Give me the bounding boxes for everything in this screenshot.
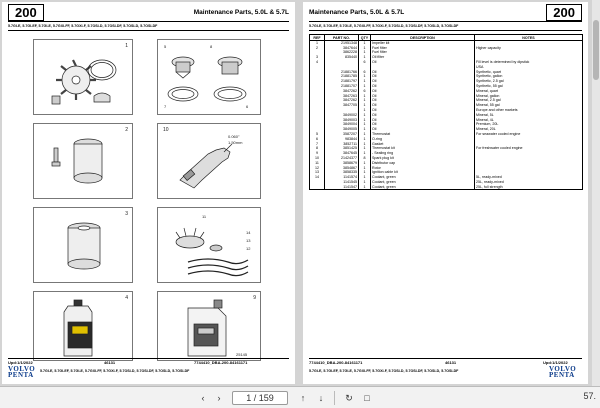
col-description: DESCRIPTION xyxy=(371,35,475,41)
cell-part-no: 835440 xyxy=(325,55,359,60)
cell-ref: 11 xyxy=(310,161,325,166)
cell-qty: 1 xyxy=(359,151,371,156)
impeller-drawing xyxy=(34,40,134,116)
cell-notes: Synthetic, quart xyxy=(475,70,583,75)
cell-notes: Mineral, gallon xyxy=(475,94,583,99)
cell-description: Oil xyxy=(371,103,475,108)
cell-notes: Mineral, quart xyxy=(475,89,583,94)
cell-part-no: 3852711 xyxy=(325,142,359,147)
cell-part-no: 3847644 xyxy=(325,46,359,51)
cell-part-no: 3849002 xyxy=(325,113,359,118)
callout-8: 8 xyxy=(210,44,213,49)
cell-description: Gasket xyxy=(371,142,475,147)
figure-number: 10 xyxy=(163,127,169,133)
cell-description: Spark plug kit xyxy=(371,156,475,161)
cell-description: Oil xyxy=(371,98,475,103)
footer-ref: 7744410_DBA-200-84161171 xyxy=(194,360,248,365)
cell-notes: Fill level is determined by dipstick xyxy=(475,60,583,65)
col-qty: QTY xyxy=(359,35,371,41)
cell-description: Oil xyxy=(371,74,475,79)
gap-mm: 1.50mm xyxy=(228,140,243,145)
cell-description: Oil xyxy=(371,79,475,84)
cell-ref xyxy=(310,185,325,190)
prev-page-icon[interactable]: ‹ xyxy=(201,393,205,403)
cell-notes: Synthetic, 55 gal xyxy=(475,84,583,89)
cell-part-no: 21951348 xyxy=(325,41,359,46)
cell-ref: 5 xyxy=(310,132,325,137)
footer-ref: 7744410_DBA-200-84161171 xyxy=(309,360,363,365)
cell-qty: 1 xyxy=(359,142,371,147)
figure-number: 2 xyxy=(125,127,128,133)
cell-notes: USA xyxy=(475,65,583,70)
cell-qty: 1 xyxy=(359,122,371,127)
cell-description: Oil xyxy=(371,70,475,75)
cell-part-no: 3847263 xyxy=(325,94,359,99)
callout-6: 6 xyxy=(246,104,249,109)
cell-description: Oil xyxy=(371,89,475,94)
viewer-toolbar xyxy=(0,386,600,408)
parts-table xyxy=(309,34,583,190)
cell-qty: 1 xyxy=(359,161,371,166)
cell-description: Thermostat kit xyxy=(371,146,475,151)
cell-ref: 6 xyxy=(310,137,325,142)
cell-description: - Sealing ring xyxy=(371,151,475,156)
cell-part-no: 3851425 xyxy=(325,146,359,151)
cell-description: Oil xyxy=(371,113,475,118)
model-list: 5.7GI-E, 5.7GI-EF, 5.7GI-E, 5.7GXI-FF, 5.7GXI-F, 5.7OSI-D, 5.7OSI-DF, 5.7OSI-D, 5.7OSI-DF xyxy=(309,24,459,28)
callout-5: 5 xyxy=(164,44,167,49)
col-part-no: PART NO. xyxy=(325,35,359,41)
ignition-drawing xyxy=(158,208,262,284)
cell-part-no: 21881797 xyxy=(325,79,359,84)
callout-12: 12 xyxy=(246,246,251,251)
footer-doc: 46131 xyxy=(104,360,116,365)
cell-qty: 1 xyxy=(359,94,371,99)
page-indicator[interactable]: 1 / 159 xyxy=(232,391,288,405)
cell-description: Oil xyxy=(371,122,475,127)
cell-description: Coolant, green xyxy=(371,180,475,185)
cell-notes: Mineral, 2.5 gal xyxy=(475,98,583,103)
cell-qty: 1 xyxy=(359,185,371,190)
oil-bottle-drawing xyxy=(34,292,134,362)
cell-notes: Mineral, 5L xyxy=(475,113,583,118)
cell-qty: 6 xyxy=(359,60,371,65)
figure-ignition-parts xyxy=(157,207,261,283)
cell-part-no: 1141545 xyxy=(325,180,359,185)
cell-part-no: 3849003 xyxy=(325,118,359,123)
callout-13: 13 xyxy=(246,238,251,243)
cell-description: Ignition cable kit xyxy=(371,170,475,175)
cell-qty: 1 xyxy=(359,41,371,46)
page-number: 200 xyxy=(8,4,44,21)
page-title: Maintenance Parts, 5.0L & 5.7L xyxy=(309,8,405,16)
cell-qty: 1 xyxy=(359,127,371,132)
cell-qty: 1 xyxy=(359,180,371,185)
cell-notes: 25L, ready-mixed xyxy=(475,180,583,185)
cell-part-no: 3847262 xyxy=(325,98,359,103)
models-rule xyxy=(8,30,289,31)
cell-part-no: 1141547 xyxy=(325,185,359,190)
cell-part-no: 21881785 xyxy=(325,74,359,79)
cell-description: O-ring xyxy=(371,137,475,142)
left-page-header xyxy=(8,4,289,20)
cell-part-no: 21881766 xyxy=(325,70,359,75)
cell-ref: 2 xyxy=(310,46,325,51)
cell-ref: 3 xyxy=(310,55,325,60)
cell-part-no: 983844 xyxy=(325,137,359,142)
gap-inch: 0.060" xyxy=(228,134,240,139)
figure-number: 4 xyxy=(125,295,128,301)
left-footer xyxy=(8,358,289,380)
cell-description: Oil xyxy=(371,84,475,89)
drawing-id: 25145 xyxy=(236,352,248,357)
cell-qty: 6 xyxy=(359,70,371,75)
cell-notes: Synthetic, 2.5 gal xyxy=(475,79,583,84)
table-row xyxy=(310,185,583,190)
page-number: 200 xyxy=(546,4,582,21)
cell-notes: 25L, full strength xyxy=(475,185,583,190)
cell-qty: 6 xyxy=(359,89,371,94)
right-page xyxy=(303,2,588,384)
models-rule xyxy=(309,30,582,31)
cell-description: Distributor cap xyxy=(371,161,475,166)
cell-part-no: 3849004 xyxy=(325,122,359,127)
cell-part-no: 3849005 xyxy=(325,127,359,132)
cell-part-no: 3847705 xyxy=(325,103,359,108)
col-notes: NOTES xyxy=(475,35,583,41)
footer-updated: Upd:1/1/2022 xyxy=(543,360,568,365)
cell-notes: Mineral, 4L xyxy=(475,118,583,123)
cell-notes: Mineral, 20L xyxy=(475,127,583,132)
cell-part-no: 21424377 xyxy=(325,156,359,161)
volvo-penta-logo: VOLVO PENTA xyxy=(8,365,36,379)
last-page-icon[interactable]: ↓ xyxy=(318,393,324,403)
cell-ref: 7 xyxy=(310,142,325,147)
oil-filter-drawing xyxy=(34,208,134,284)
cell-part-no: 3847262 xyxy=(325,89,359,94)
cell-ref: 9 xyxy=(310,151,325,156)
cell-part-no: 3854867 xyxy=(325,166,359,171)
cell-qty: 1 xyxy=(359,175,371,180)
cell-part-no: 3858335 xyxy=(325,170,359,175)
figure-number: 9 xyxy=(253,295,256,301)
cell-notes: Premium, 20L xyxy=(475,122,583,127)
scrollbar-thumb[interactable] xyxy=(593,20,599,80)
left-page xyxy=(2,2,295,384)
footer-updated: Upd:1/1/2022 xyxy=(8,360,33,365)
cell-qty: 1 xyxy=(359,46,371,51)
thermostat-drawing xyxy=(158,40,262,116)
cell-qty: 1 xyxy=(359,170,371,175)
cell-ref: 10 xyxy=(310,156,325,161)
cell-part-no: 3862228 xyxy=(325,50,359,55)
model-list: 5.7GI-E, 5.7GI-EF, 5.7GI-E, 5.7GXI-FF, 5.7GXI-F, 5.7OSI-D, 5.7OSI-DF, 5.7OSI-D, 5.7OSI-DF xyxy=(8,24,158,28)
fuel-filter-drawing xyxy=(34,124,134,200)
first-page-icon[interactable]: ↑ xyxy=(300,393,306,403)
cell-qty: 1 xyxy=(359,98,371,103)
cell-description: Oil xyxy=(371,94,475,99)
col-ref: REF xyxy=(310,35,325,41)
cell-part-no: 3587207 xyxy=(325,132,359,137)
cell-notes: Synthetic, gallon xyxy=(475,74,583,79)
cell-description: Thermostat xyxy=(371,132,475,137)
vertical-scrollbar[interactable] xyxy=(592,0,600,386)
figure-number: 3 xyxy=(125,211,128,217)
cell-qty: 1 xyxy=(359,55,371,60)
cell-qty: 1 xyxy=(359,137,371,142)
cell-description: Coolant, green xyxy=(371,185,475,190)
cell-description: Rotor xyxy=(371,166,475,171)
cell-description: Impeller kit xyxy=(371,41,475,46)
cell-notes: Europe and other markets xyxy=(475,108,583,113)
volvo-penta-logo: VOLVO PENTA xyxy=(549,365,577,379)
callout-14: 14 xyxy=(246,230,251,235)
cell-ref: 14 xyxy=(310,175,325,180)
cell-description: Oil filter xyxy=(371,55,475,60)
cell-part-no: 21881707 xyxy=(325,84,359,89)
cell-part-no: 3858679 xyxy=(325,161,359,166)
cell-description: Fuel filter xyxy=(371,50,475,55)
cell-ref: 12 xyxy=(310,166,325,171)
cell-qty: 1 xyxy=(359,50,371,55)
right-page-header xyxy=(309,4,582,20)
cell-description: Oil xyxy=(371,127,475,132)
cell-qty: 1 xyxy=(359,118,371,123)
cell-qty: 1 xyxy=(359,146,371,151)
cell-notes: For seawater cooled engine xyxy=(475,132,583,137)
cell-notes: Mineral, 55 gal xyxy=(475,103,583,108)
cell-qty: 1 xyxy=(359,108,371,113)
cell-ref: 8 xyxy=(310,146,325,151)
figure-number: 1 xyxy=(125,43,128,49)
cell-qty: 1 xyxy=(359,166,371,171)
figure-coolant xyxy=(157,291,261,361)
cell-qty: 1 xyxy=(359,74,371,79)
cell-description: Coolant, green xyxy=(371,175,475,180)
figure-engine-oil xyxy=(33,291,133,361)
page-title: Maintenance Parts, 5.0L & 5.7L xyxy=(193,8,289,16)
right-footer xyxy=(309,358,582,380)
cell-qty: 1 xyxy=(359,103,371,108)
spark-plug-drawing xyxy=(158,124,262,200)
callout-11: 11 xyxy=(202,214,207,219)
figure-spark-plug xyxy=(157,123,261,199)
cell-qty: 1 xyxy=(359,84,371,89)
figure-fuel-filter xyxy=(33,123,133,199)
cell-ref: 1 xyxy=(310,41,325,46)
cell-qty: 8 xyxy=(359,156,371,161)
fit-icon[interactable]: □ xyxy=(364,393,370,403)
figure-thermostat xyxy=(157,39,261,115)
cell-ref: 13 xyxy=(310,170,325,175)
footer-doc: 46131 xyxy=(445,360,457,365)
next-page-icon[interactable]: › xyxy=(217,393,221,403)
cell-qty: 1 xyxy=(359,113,371,118)
cell-description: Oil xyxy=(371,60,475,65)
cell-description: Oil xyxy=(371,118,475,123)
cell-notes: Higher capacity xyxy=(475,46,583,51)
cell-qty: 1 xyxy=(359,79,371,84)
callout-7: 7 xyxy=(164,104,167,109)
cell-ref: 4 xyxy=(310,60,325,65)
header-rule xyxy=(309,21,582,22)
rotate-icon[interactable]: ↻ xyxy=(345,392,353,403)
cell-description: Oil xyxy=(371,108,475,113)
cell-qty: 1 xyxy=(359,132,371,137)
header-rule xyxy=(8,21,289,22)
zoom-level[interactable]: 57. xyxy=(583,391,596,401)
cell-notes: 5L, ready-mixed xyxy=(475,175,583,180)
cell-part-no: 1141574 xyxy=(325,175,359,180)
cell-notes: For freshwater cooled engine xyxy=(475,146,583,151)
cell-part-no: 3847645 xyxy=(325,151,359,156)
cell-description: Fuel filter xyxy=(371,46,475,51)
figure-impeller-kit xyxy=(33,39,133,115)
figure-oil-filter xyxy=(33,207,133,283)
footer-models: 5.7GI-E, 5.7GI-EF, 5.7GI-E, 5.7GXI-FF, 5.7GXI-F, 5.7OSI-D, 5.7OSI-DF, 5.7OSI-D, 5.7OSI-DF xyxy=(40,369,190,373)
footer-models: 5.7GI-E, 5.7GI-EF, 5.7GI-E, 5.7GXI-FF, 5.7GXI-F, 5.7OSI-D, 5.7OSI-DF, 5.7OSI-D, 5.7OSI-DF xyxy=(309,369,459,373)
